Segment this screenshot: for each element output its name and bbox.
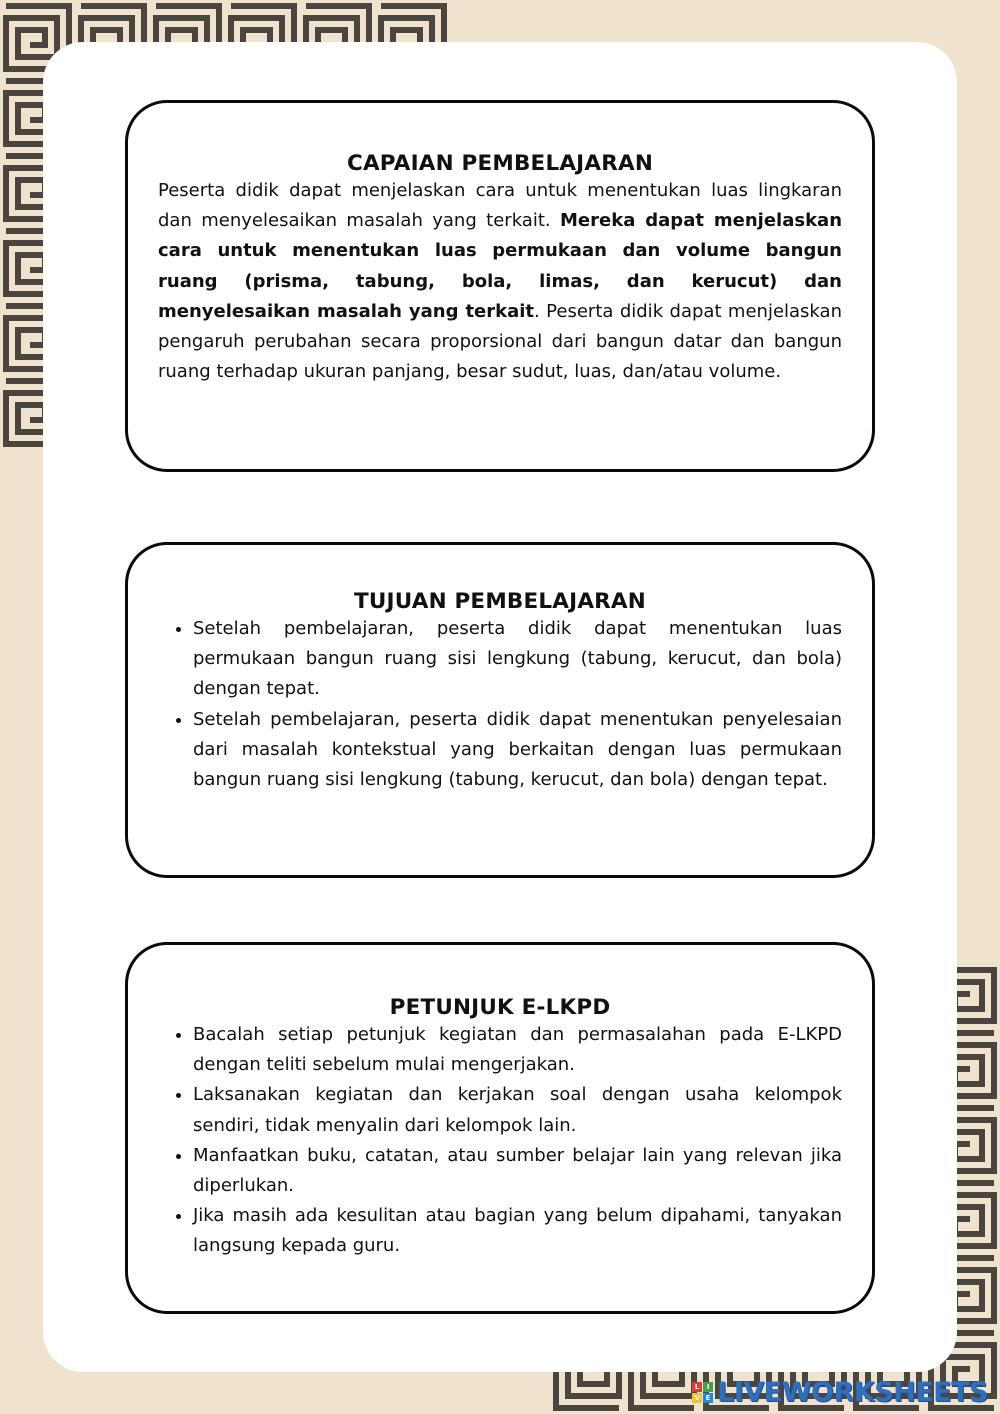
capaian-text-part-2: . Peserta didik dapat menjelaskan pengaruh perubahan secara proporsional dari bangun datar dan bangun ruang terhadap ukuran panjang, besar sudut, luas, dan/atau volume. — [158, 300, 842, 383]
capaian-pembelajaran-text — [158, 176, 842, 387]
capaian-pembelajaran-title: CAPAIAN PEMBELAJARAN — [346, 151, 654, 176]
tujuan-pembelajaran-title: TUJUAN PEMBELAJARAN — [354, 589, 646, 614]
liveworksheets-watermark[interactable] — [692, 1377, 988, 1408]
petunjuk-elkpd-list — [158, 1020, 842, 1262]
tujuan-pembelajaran-list — [158, 614, 842, 795]
list-item: • Laksanakan kegiatan dan kerjakan soal dengan usaha kelompok sendiri, tidak menyalin dari kelompok lain. — [193, 1080, 842, 1140]
capaian-text-bold: Mereka dapat menjelaskan cara untuk menentukan luas permukaan dan volume bangun ruang (prisma, tabung, bola, limas, dan kerucut) dan menyelesaikan masalah yang terkait — [158, 210, 843, 322]
liveworksheets-text: LIVEWORKSHEETS — [717, 1377, 988, 1408]
list-item: • Jika masih ada kesulitan atau bagian yang belum dipahami, tanyakan langsung kepada guru. — [193, 1201, 842, 1261]
tujuan-pembelajaran-box — [125, 542, 875, 878]
logo-letter: I — [703, 1382, 713, 1392]
logo-letter: L — [692, 1382, 702, 1392]
liveworksheets-logo-icon — [692, 1382, 713, 1403]
petunjuk-elkpd-box — [125, 942, 875, 1314]
list-item: • Setelah pembelajaran, peserta didik dapat menentukan penyelesaian dari masalah kontekstual yang berkaitan dengan luas permukaan bangun ruang sisi lengkung (tabung, kerucut, dan bola) dengan tepat. — [193, 705, 842, 796]
capaian-pembelajaran-box — [125, 100, 875, 472]
logo-letter: V — [692, 1393, 702, 1403]
capaian-text-part-1: Peserta didik dapat menjelaskan cara untuk menentukan luas lingkaran dan menyelesaikan masalah yang terkait. — [158, 180, 842, 232]
logo-letter: E — [703, 1393, 713, 1403]
list-item: • Bacalah setiap petunjuk kegiatan dan permasalahan pada E-LKPD dengan teliti sebelum mulai mengerjakan. — [193, 1020, 842, 1080]
petunjuk-elkpd-title: PETUNJUK E-LKPD — [389, 995, 611, 1020]
list-item: • Setelah pembelajaran, peserta didik dapat menentukan luas permukaan bangun ruang sisi lengkung (tabung, kerucut, dan bola) dengan tepat. — [193, 614, 842, 705]
list-item: • Manfaatkan buku, catatan, atau sumber belajar lain yang relevan jika diperlukan. — [193, 1141, 842, 1201]
